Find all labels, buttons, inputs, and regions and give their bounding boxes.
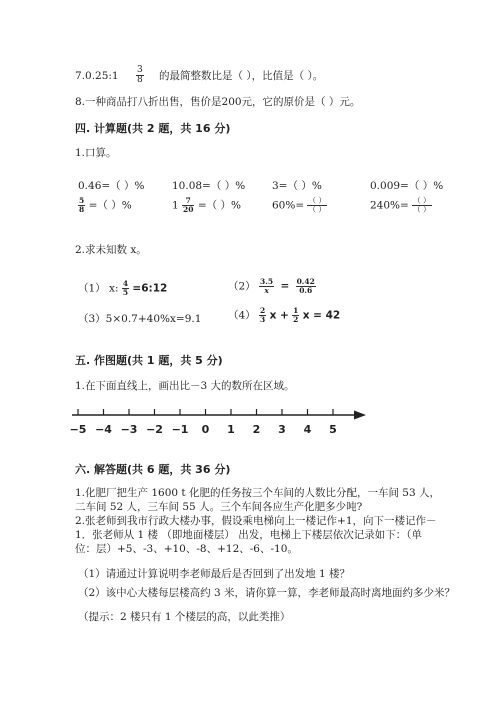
eq2-den1: x	[264, 285, 269, 295]
eq2-num1: 3.5	[260, 277, 274, 286]
oral-a3: 3=（ ）%	[272, 180, 322, 192]
oral-b3-fraction	[307, 197, 326, 214]
number-line-label: −2	[146, 423, 163, 436]
oral-a2: 10.08=（ ）%	[172, 180, 246, 192]
oral-a1: 0.46=（ ）%	[78, 180, 145, 192]
eq2-fraction-1	[259, 278, 274, 295]
oral-b2-den: 20	[183, 204, 194, 214]
q6-1-line1: 1.化肥厂把生产 1600 t 化肥的任务按三个车间的人数比分配，一车间 53 人，	[75, 487, 441, 499]
number-line-label: 5	[329, 423, 337, 436]
oral-b3	[272, 197, 327, 214]
eq4-middle: x +	[269, 309, 289, 322]
number-line	[70, 405, 370, 441]
section-5-title: 五. 作图题(共 1 题，共 5 分)	[75, 354, 223, 367]
number-line-label: −4	[95, 423, 112, 436]
equation-1	[78, 280, 167, 297]
question-7	[75, 66, 323, 86]
eq2-fraction-2	[296, 278, 316, 295]
q7-fraction-den: 8	[136, 75, 143, 86]
q6-2-sub-2: （2）该中心大楼每层楼高约 3 米，请你算一算，李老师最高时离地面约多少米？	[78, 587, 456, 599]
q4-1-label: 1.口算。	[75, 147, 117, 159]
q6-2-line1: 2.张老师到我市行政大楼办事，假设乘电梯向上一楼记作+1，向下一楼记作－	[75, 515, 437, 527]
eq4-num1: 2	[260, 306, 266, 315]
equation-4	[228, 307, 340, 324]
number-line-label: 2	[252, 423, 261, 436]
number-line-label: 3	[278, 423, 286, 436]
q7-suffix: 的最简整数比是（ ），比值是（ ）。	[159, 69, 324, 82]
number-line-label: 1	[227, 423, 235, 436]
eq1-post: =6:12	[132, 282, 168, 295]
eq4-den1: 3	[260, 314, 266, 324]
eq2-num2: 0.42	[296, 277, 315, 286]
oral-b1-num: 5	[79, 196, 85, 205]
oral-b4-fraction	[412, 197, 431, 214]
oral-b4-den: （ ）	[413, 204, 431, 214]
question-8: 8.一种商品打八折出售，售价是200元，它的原价是（ ）元。	[75, 96, 361, 108]
oral-b3-den: （ ）	[308, 204, 326, 214]
eq2-equals: =	[280, 280, 290, 293]
oral-b3-num: （ ）	[308, 196, 326, 205]
equation-3: （3）5×0.7+40%x=9.1	[78, 313, 202, 325]
number-line-label: 0	[201, 423, 210, 436]
number-line-label: 4	[303, 423, 312, 436]
equation-2	[228, 278, 316, 295]
q7-prefix: 7.0.25:1	[75, 69, 119, 82]
q7-fraction	[136, 66, 144, 86]
oral-b2-num: 7	[182, 197, 194, 206]
oral-b2-rest: =（ ）%	[197, 199, 241, 212]
oral-b1-rest: =（ ）%	[88, 199, 132, 212]
eq1-prefix: （1） x:	[78, 282, 119, 295]
oral-b1-fraction	[78, 197, 85, 214]
oral-b2	[172, 197, 241, 214]
eq1-fraction	[122, 280, 129, 297]
oral-b4	[370, 197, 432, 214]
number-line-arrow-icon	[354, 411, 366, 420]
number-line-label: −1	[171, 423, 189, 436]
q7-fraction-num: 3	[136, 65, 143, 75]
oral-b3-left: 60%=	[272, 199, 305, 212]
q6-2-sub-1: （1）请通过计算说明李老师最后是否回到了出发地 1 楼？	[78, 568, 351, 580]
q6-2-line3: 位：层）+5、-3、+10、-8、+12、-6、-10。	[75, 543, 298, 555]
oral-b1-den: 8	[79, 204, 85, 214]
eq4-den2: 2	[293, 314, 299, 324]
eq2-den2: 0.6	[299, 285, 313, 295]
eq4-post: x = 42	[302, 309, 341, 322]
q4-2-label: 2.求未知数 x。	[75, 244, 147, 256]
eq4-num2: 1	[293, 306, 299, 315]
section-6-title: 六. 解答题(共 6 题，共 36 分)	[75, 463, 231, 476]
eq1-den: 5	[122, 287, 129, 297]
eq4-prefix: （4）	[228, 309, 256, 322]
eq2-prefix: （2）	[228, 280, 256, 293]
section-4-title: 四. 计算题(共 2 题，共 16 分)	[75, 122, 231, 135]
oral-b4-left: 240%=	[370, 199, 409, 212]
eq4-fraction-1	[259, 307, 266, 324]
oral-b4-num: （ ）	[413, 196, 431, 205]
q5-1-text: 1.在下面直线上，画出比－3 大的数所在区域。	[75, 380, 295, 392]
q6-2-hint: （提示：2 楼只有 1 个楼层的高，以此类推）	[78, 611, 291, 623]
oral-a4: 0.009=（ ）%	[370, 180, 444, 192]
q6-1-line2: 二车间 52 人，三车间 55 人。三个车间各应生产化肥多少吨?	[75, 501, 363, 513]
eq4-fraction-2	[292, 307, 299, 324]
oral-b2-whole: 1	[172, 199, 179, 212]
number-line-label: −3	[120, 423, 138, 436]
q6-2-line2: 1．张老师从 1 楼 （即地面楼层） 出发，电梯上下楼层依次记录如下：（单	[75, 529, 422, 541]
oral-b2-fraction	[182, 197, 194, 214]
eq1-num: 4	[122, 279, 129, 288]
oral-b1	[78, 197, 132, 214]
number-line-label: −5	[70, 423, 87, 436]
